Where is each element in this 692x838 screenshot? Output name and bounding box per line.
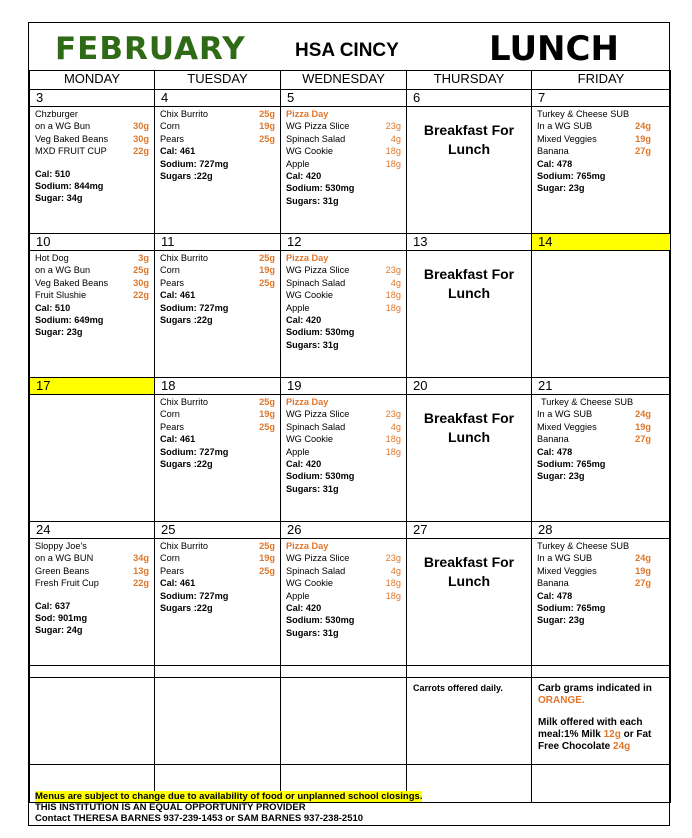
menu-row: [30, 395, 671, 522]
menu-item: Fruit Slushie: [35, 290, 87, 301]
carb-grams: 19g: [259, 121, 275, 132]
carb-grams: 25g: [259, 253, 275, 263]
date-number: 25: [155, 522, 281, 539]
carb-grams: 18g: [385, 302, 401, 313]
calories: Cal: 420: [286, 459, 322, 470]
date-number: 4: [155, 90, 281, 107]
menu-calendar: [28, 22, 670, 826]
carb-grams: 25g: [259, 421, 275, 432]
empty-cell: [30, 395, 154, 508]
equal-opportunity-notice: THIS INSTITUTION IS AN EQUAL OPPORTUNITY PROVIDER: [35, 802, 306, 813]
calories: Cal: 420: [286, 315, 322, 326]
bfl-line2: Lunch: [448, 573, 490, 589]
carb-grams: 19g: [259, 409, 275, 420]
menu-item: on a WG Bun: [35, 121, 91, 132]
carb-grams: 25g: [259, 133, 275, 144]
menu-item: Mixed Veggies: [537, 421, 597, 432]
menu-cell: [532, 539, 670, 652]
date-number: 7: [532, 90, 671, 107]
calories: Cal: 510: [35, 168, 71, 179]
sugar: Sugars: 31g: [286, 627, 339, 638]
menu-item: Corn: [160, 409, 180, 420]
menu-item: Spinach Salad: [286, 277, 346, 288]
menu-item: Corn: [160, 265, 180, 276]
menu-item: In a WG SUB: [537, 409, 593, 420]
menu-item: Pears: [160, 421, 185, 432]
sugar: Sugar: 34g: [35, 193, 83, 204]
menu-item: Turkey & Cheese SUB: [537, 541, 630, 551]
carb-grams: 24g: [635, 409, 651, 420]
sugar: Sugars :22g: [160, 171, 213, 182]
menu-item: Spinach Salad: [286, 421, 346, 432]
carb-grams: 19g: [635, 565, 651, 576]
carb-grams: 18g: [385, 158, 401, 169]
date-number-holiday: 17: [30, 378, 155, 395]
pizza-day-label: Pizza Day: [286, 253, 329, 263]
carb-grams: 4g: [390, 421, 401, 432]
calories: Cal: 461: [160, 578, 196, 589]
menu-change-notice: Menus are subject to change due to availability of food or unplanned school closings.: [35, 791, 423, 802]
menu-item: Turkey & Cheese SUB: [541, 397, 634, 407]
menu-cell: [155, 107, 280, 220]
menu-item: WG Pizza Slice: [286, 265, 350, 276]
carb-grams: 25g: [133, 265, 149, 276]
carb-grams: 3g: [138, 253, 149, 263]
bfl-line1: Breakfast For: [423, 122, 515, 138]
weekday-thursday: THURSDAY: [407, 71, 532, 90]
menu-item: Turkey & Cheese SUB: [537, 109, 630, 119]
carb-grams: 22g: [133, 578, 149, 589]
sodium: Sodium: 530mg: [286, 183, 355, 194]
menu-item: Hot Dog: [35, 253, 69, 263]
sugar: Sugars :22g: [160, 315, 213, 326]
menu-cell: [281, 107, 406, 220]
menu-item: Apple: [286, 158, 310, 169]
sodium: Sodium: 727mg: [160, 302, 229, 313]
carb-grams: 4g: [390, 133, 401, 144]
menu-item: Corn: [160, 121, 180, 132]
carb-grams: 23g: [385, 409, 401, 420]
carb-grams: 27g: [635, 578, 651, 589]
breakfast-for-lunch: [407, 539, 531, 665]
menu-cell: [281, 539, 406, 652]
sodium: Sod: 901mg: [35, 613, 88, 624]
calendar-grid: [29, 70, 671, 803]
menu-item: Corn: [160, 553, 180, 564]
menu-item: Spinach Salad: [286, 565, 346, 576]
sodium: Sodium: 727mg: [160, 158, 229, 169]
carb-grams: 23g: [385, 121, 401, 132]
carb-grams: 25g: [259, 277, 275, 288]
menu-cell: [155, 395, 280, 508]
menu-item: Chix Burrito: [160, 253, 208, 263]
calories: Cal: 478: [537, 158, 573, 169]
carb-grams: 24g: [635, 553, 651, 564]
menu-item: Spinach Salad: [286, 133, 346, 144]
menu-item: MXD FRUIT CUP: [35, 146, 107, 157]
carb-grams: 23g: [385, 553, 401, 564]
menu-item: WG Cookie: [286, 578, 333, 589]
date-number-holiday: 14: [532, 234, 671, 251]
sodium: Sodium: 765mg: [537, 459, 606, 470]
carb-grams: 22g: [133, 290, 149, 301]
menu-item: Chix Burrito: [160, 541, 208, 551]
bfl-line1: Breakfast For: [423, 554, 515, 570]
calories: Cal: 461: [160, 434, 196, 445]
date-number: 26: [281, 522, 407, 539]
carb-grams: 25g: [259, 541, 275, 551]
menu-cell: [30, 251, 154, 364]
sodium: Sodium: 765mg: [537, 171, 606, 182]
calories: Cal: 461: [160, 290, 196, 301]
milk-note: [538, 717, 666, 753]
menu-item: Banana: [537, 434, 569, 445]
sodium: Sodium: 727mg: [160, 446, 229, 457]
menu-item: Mixed Veggies: [537, 133, 597, 144]
date-number: 11: [155, 234, 281, 251]
sugar: Sugar: 23g: [537, 471, 585, 482]
menu-cell: [532, 107, 670, 220]
sugar: Sugar: 23g: [537, 183, 585, 194]
menu-cell: [281, 251, 406, 364]
milk-note-text: or Fat Free Chocolate: [538, 729, 652, 752]
sugar: Sugar: 23g: [35, 327, 83, 338]
carb-grams: 18g: [385, 146, 401, 157]
menu-item: WG Cookie: [286, 434, 333, 445]
date-number: 10: [30, 234, 155, 251]
bfl-line2: Lunch: [448, 429, 490, 445]
sodium: Sodium: 649mg: [35, 315, 104, 326]
month-title: FEBRUARY: [55, 31, 246, 67]
calories: Cal: 478: [537, 446, 573, 457]
footer: [29, 764, 669, 827]
menu-item: on a WG Bun: [35, 265, 91, 276]
breakfast-for-lunch: [407, 107, 531, 233]
menu-item: WG Cookie: [286, 290, 333, 301]
contact-info: Contact THERESA BARNES 937-239-1453 or SAM BARNES 937-238-2510: [35, 813, 364, 824]
menu-item: Apple: [286, 590, 310, 601]
carb-grams: 27g: [635, 146, 651, 157]
sugar: Sugar: 24g: [35, 625, 83, 636]
carb-legend: [532, 678, 670, 753]
carb-grams: 12g: [603, 729, 621, 740]
menu-row: [30, 539, 671, 666]
menu-item: Chix Burrito: [160, 109, 208, 119]
sugar: Sugars: 31g: [286, 483, 339, 494]
sugar: Sugars :22g: [160, 459, 213, 470]
menu-item: Veg Baked Beans: [35, 277, 109, 288]
menu-cell: [532, 395, 670, 508]
date-number: 12: [281, 234, 407, 251]
weekday-friday: FRIDAY: [532, 71, 671, 90]
menu-item: In a WG SUB: [537, 553, 593, 564]
menu-item: Apple: [286, 302, 310, 313]
carb-grams: 19g: [635, 133, 651, 144]
footer-text: [35, 791, 422, 824]
carb-grams: 25g: [259, 565, 275, 576]
menu-item: WG Pizza Slice: [286, 553, 350, 564]
blank-row: [30, 666, 671, 678]
date-number: 21: [532, 378, 671, 395]
carb-grams: 19g: [259, 553, 275, 564]
milk-note-text: Milk offered with each meal:1% Milk: [538, 717, 643, 740]
date-number: 28: [532, 522, 671, 539]
calories: Cal: 637: [35, 600, 71, 611]
sodium: Sodium: 530mg: [286, 615, 355, 626]
sugar: Sugar: 23g: [537, 615, 585, 626]
carb-grams: 4g: [390, 277, 401, 288]
calories: Cal: 420: [286, 603, 322, 614]
menu-cell: [30, 107, 154, 220]
date-number: 27: [407, 522, 532, 539]
sodium: Sodium: 530mg: [286, 471, 355, 482]
bfl-line2: Lunch: [448, 141, 490, 157]
pizza-day-label: Pizza Day: [286, 541, 329, 551]
menu-item: Apple: [286, 446, 310, 457]
menu-item: Chzburger: [35, 109, 78, 119]
date-number: 19: [281, 378, 407, 395]
menu-item: Chix Burrito: [160, 397, 208, 407]
calories: Cal: 478: [537, 590, 573, 601]
date-number: 3: [30, 90, 155, 107]
carb-grams: 24g: [635, 121, 651, 132]
date-row: [30, 90, 671, 107]
date-number: 13: [407, 234, 532, 251]
menu-item: on a WG BUN: [35, 553, 94, 564]
carb-grams: 19g: [259, 265, 275, 276]
carb-legend-color: ORANGE.: [538, 695, 585, 706]
date-number: 24: [30, 522, 155, 539]
menu-header: [29, 23, 669, 71]
sodium: Sodium: 765mg: [537, 603, 606, 614]
calories: Cal: 420: [286, 171, 322, 182]
breakfast-for-lunch: [407, 395, 531, 521]
sodium: Sodium: 844mg: [35, 181, 104, 192]
carb-grams: 23g: [385, 265, 401, 276]
menu-cell: [155, 539, 280, 652]
carb-grams: 30g: [133, 277, 149, 288]
menu-item: Banana: [537, 578, 569, 589]
breakfast-for-lunch: [407, 251, 531, 377]
menu-item: Pears: [160, 565, 185, 576]
empty-cell: [532, 251, 670, 364]
date-number: 20: [407, 378, 532, 395]
bfl-line2: Lunch: [448, 285, 490, 301]
sugar: Sugars: 31g: [286, 195, 339, 206]
carrots-note: Carrots offered daily.: [413, 683, 503, 693]
menu-row: [30, 107, 671, 234]
calories: Cal: 510: [35, 302, 71, 313]
calories: Cal: 461: [160, 146, 196, 157]
date-row: [30, 234, 671, 251]
menu-item: In a WG SUB: [537, 121, 593, 132]
date-number: 18: [155, 378, 281, 395]
menu-item: Veg Baked Beans: [35, 133, 109, 144]
carb-grams: 19g: [635, 421, 651, 432]
date-row: [30, 378, 671, 395]
carb-grams: 13g: [133, 565, 149, 576]
menu-cell: [281, 395, 406, 508]
pizza-day-label: Pizza Day: [286, 397, 329, 407]
carb-grams: 18g: [385, 434, 401, 445]
carb-grams: 18g: [385, 446, 401, 457]
weekday-header-row: [30, 71, 671, 90]
menu-item: Fresh Fruit Cup: [35, 578, 99, 589]
menu-item: Sloppy Joe's: [35, 541, 87, 551]
carb-grams: 25g: [259, 397, 275, 407]
carb-grams: 30g: [133, 121, 149, 132]
weekday-monday: MONDAY: [30, 71, 155, 90]
carb-grams: 34g: [133, 553, 149, 564]
menu-item: WG Pizza Slice: [286, 409, 350, 420]
carb-grams: 4g: [390, 565, 401, 576]
menu-item: Green Beans: [35, 565, 90, 576]
carb-grams: 30g: [133, 133, 149, 144]
menu-item: WG Cookie: [286, 146, 333, 157]
sodium: Sodium: 530mg: [286, 327, 355, 338]
date-number: 5: [281, 90, 407, 107]
menu-cell: [30, 539, 154, 652]
date-number: 6: [407, 90, 532, 107]
carb-grams: 27g: [635, 434, 651, 445]
meal-title: LUNCH: [489, 29, 619, 69]
sodium: Sodium: 727mg: [160, 590, 229, 601]
menu-item: Mixed Veggies: [537, 565, 597, 576]
menu-item: Banana: [537, 146, 569, 157]
carb-grams: 18g: [385, 290, 401, 301]
carb-grams: 22g: [133, 146, 149, 157]
carb-grams: 25g: [259, 109, 275, 119]
carb-grams: 18g: [385, 578, 401, 589]
pizza-day-label: Pizza Day: [286, 109, 329, 119]
weekday-tuesday: TUESDAY: [155, 71, 281, 90]
menu-item: Pears: [160, 133, 185, 144]
carb-grams: 24g: [613, 741, 631, 752]
menu-cell: [155, 251, 280, 364]
sugar: Sugars: 31g: [286, 339, 339, 350]
menu-item: Pears: [160, 277, 185, 288]
school-name: HSA CINCY: [295, 40, 399, 61]
menu-item: WG Pizza Slice: [286, 121, 350, 132]
carb-grams: 18g: [385, 590, 401, 601]
date-row: [30, 522, 671, 539]
bfl-line1: Breakfast For: [423, 410, 515, 426]
menu-row: [30, 251, 671, 378]
bfl-line1: Breakfast For: [423, 266, 515, 282]
sugar: Sugars :22g: [160, 603, 213, 614]
carb-legend-line: Carb grams indicated in: [538, 683, 652, 694]
weekday-wednesday: WEDNESDAY: [281, 71, 407, 90]
